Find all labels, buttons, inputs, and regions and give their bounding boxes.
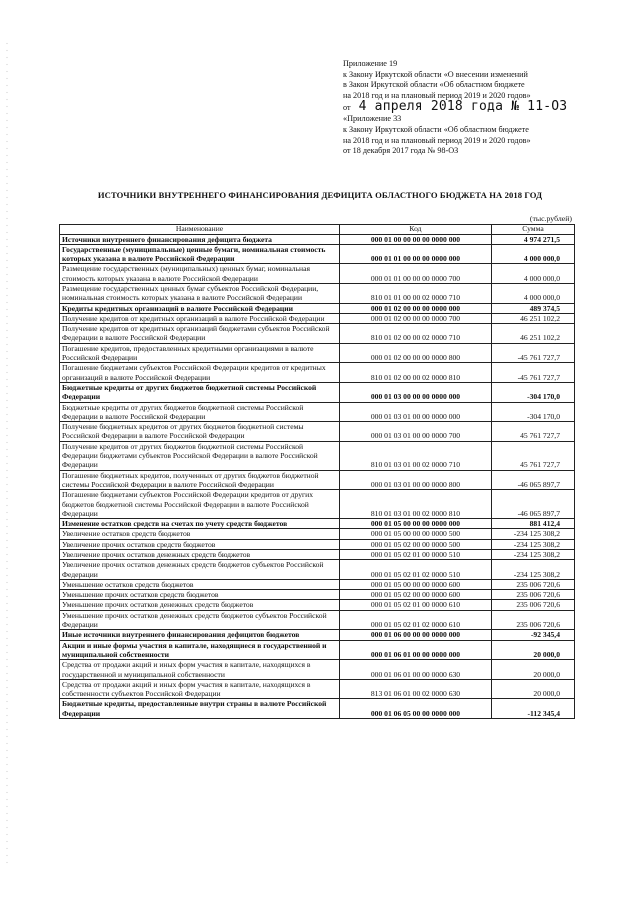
- scan-edge-dots: [6, 40, 8, 865]
- row-name-cell: Средства от продажи акций и иных форм участия в капитале, находящихся в собственности субъектов Российской Федерации: [60, 679, 340, 699]
- row-sum-cell: 4 974 271,5: [492, 234, 575, 244]
- header-line: от 18 декабря 2017 года № 98-ОЗ: [343, 146, 459, 156]
- row-name-cell: Погашение бюджетами субъектов Российской Федерации кредитов от кредитных организаций в валюте Российской Федерации: [60, 363, 340, 383]
- row-code-cell: 810 01 01 00 00 02 0000 710: [340, 283, 492, 303]
- table-row: [60, 422, 575, 442]
- table-row: [60, 441, 575, 470]
- row-sum-cell: 46 251 102,2: [492, 324, 575, 344]
- row-name-cell: Акции и иные формы участия в капитале, находящиеся в государственной и муниципальной собственности: [60, 640, 340, 660]
- row-sum-cell: -45 761 727,7: [492, 363, 575, 383]
- row-name-cell: Увеличение прочих остатков денежных средств бюджетов субъектов Российской Федерации: [60, 560, 340, 580]
- row-code-cell: 810 01 03 01 00 02 0000 710: [340, 441, 492, 470]
- table-row: [60, 640, 575, 660]
- column-header-sum: Сумма: [492, 225, 575, 235]
- row-name-cell: Размещение государственных ценных бумаг субъектов Российской Федерации, номинальная стоимость которых указана в валюте Российской Федерации: [60, 283, 340, 303]
- row-name-cell: Изменение остатков средств на счетах по учету средств бюджетов: [60, 519, 340, 529]
- row-code-cell: 000 01 05 02 00 00 0000 600: [340, 590, 492, 600]
- row-name-cell: Бюджетные кредиты, предоставленные внутри страны в валюте Российской Федерации: [60, 699, 340, 719]
- row-code-cell: 000 01 05 02 01 02 0000 510: [340, 560, 492, 580]
- row-name-cell: Погашение бюджетных кредитов, полученных от других бюджетов бюджетной системы Российской Федерации в валюте Российской Федерации: [60, 470, 340, 490]
- row-sum-cell: -304 170,0: [492, 402, 575, 422]
- row-sum-cell: 4 000 000,0: [492, 264, 575, 284]
- row-name-cell: Уменьшение прочих остатков средств бюджетов: [60, 590, 340, 600]
- header-line: в Закон Иркутской области «Об областном бюджете: [343, 80, 525, 90]
- row-name-cell: Размещение государственных (муниципальных) ценных бумаг, номинальная стоимость которых указана в валюте Российской Федерации: [60, 264, 340, 284]
- row-code-cell: 000 01 05 00 00 00 0000 000: [340, 519, 492, 529]
- header-line: на 2018 год и на плановый период 2019 и 2020 годов»: [343, 135, 531, 145]
- table-row: [60, 579, 575, 589]
- table-row: [60, 470, 575, 490]
- row-code-cell: 000 01 03 01 00 00 0000 700: [340, 422, 492, 442]
- row-name-cell: Получение кредитов от кредитных организаций в валюте Российской Федерации: [60, 313, 340, 323]
- header-line: на 2018 год и на плановый период 2019 и 2020 годов»: [343, 90, 531, 100]
- row-name-cell: Получение бюджетных кредитов от других бюджетов бюджетной системы Российской Федерации в валюте Российской Федерации: [60, 422, 340, 442]
- document-title: ИСТОЧНИКИ ВНУТРЕННЕГО ФИНАНСИРОВАНИЯ ДЕФИЦИТА ОБЛАСТНОГО БЮДЖЕТА НА 2018 ГОД: [97, 190, 543, 200]
- document-header: [343, 59, 603, 157]
- row-name-cell: Источники внутреннего финансирования дефицита бюджета: [60, 234, 340, 244]
- header-line: «Приложение 33: [343, 114, 402, 124]
- financing-sources-table: [59, 224, 575, 719]
- column-header-name: Наименование: [60, 225, 340, 235]
- row-code-cell: 810 01 02 00 00 02 0000 810: [340, 363, 492, 383]
- table-row: [60, 660, 575, 680]
- row-sum-cell: 489 374,5: [492, 303, 575, 313]
- row-sum-cell: 20 000,0: [492, 640, 575, 660]
- row-code-cell: 000 01 02 00 00 00 0000 000: [340, 303, 492, 313]
- row-name-cell: Получение кредитов от других бюджетов бюджетной системы Российской Федерации бюджетами субъектов Российской Федерации в валюте Российской Федерации: [60, 441, 340, 470]
- row-code-cell: 000 01 05 02 01 00 0000 610: [340, 600, 492, 610]
- table-row: [60, 363, 575, 383]
- row-sum-cell: 20 000,0: [492, 679, 575, 699]
- table-row: [60, 234, 575, 244]
- row-sum-cell: 235 006 720,6: [492, 579, 575, 589]
- row-code-cell: 000 01 06 01 00 00 0000 630: [340, 660, 492, 680]
- row-sum-cell: -234 125 308,2: [492, 529, 575, 539]
- table-row: [60, 539, 575, 549]
- row-code-cell: 000 01 05 02 01 02 0000 610: [340, 610, 492, 630]
- row-code-cell: 000 01 05 00 00 00 0000 500: [340, 529, 492, 539]
- table-row: [60, 303, 575, 313]
- row-code-cell: 810 01 02 00 00 02 0000 710: [340, 324, 492, 344]
- table-row: [60, 610, 575, 630]
- header-line: Приложение 19: [343, 59, 398, 68]
- header-line: к Закону Иркутской области «Об областном бюджете: [343, 124, 529, 134]
- row-name-cell: Кредиты кредитных организаций в валюте Российской Федерации: [60, 303, 340, 313]
- row-name-cell: Уменьшение прочих остатков денежных средств бюджетов: [60, 600, 340, 610]
- table-row: [60, 699, 575, 719]
- row-name-cell: Получение кредитов от кредитных организаций бюджетами субъектов Российской Федерации в валюте Российской Федерации: [60, 324, 340, 344]
- row-sum-cell: -46 065 897,7: [492, 470, 575, 490]
- row-code-cell: 000 01 00 00 00 00 0000 000: [340, 234, 492, 244]
- row-sum-cell: -46 065 897,7: [492, 490, 575, 519]
- table-row: [60, 590, 575, 600]
- table-row: [60, 600, 575, 610]
- header-line: к Закону Иркутской области «О внесении изменений: [343, 69, 528, 79]
- law-date-number: 4 апреля 2018 года № 11-ОЗ: [358, 99, 568, 115]
- row-code-cell: 000 01 05 00 00 00 0000 600: [340, 579, 492, 589]
- row-code-cell: 000 01 02 00 00 00 0000 800: [340, 343, 492, 363]
- row-sum-cell: 4 000 000,0: [492, 283, 575, 303]
- row-code-cell: 810 01 03 01 00 02 0000 810: [340, 490, 492, 519]
- row-code-cell: 000 01 03 01 00 00 0000 800: [340, 470, 492, 490]
- row-code-cell: 000 01 02 00 00 00 0000 700: [340, 313, 492, 323]
- row-sum-cell: 235 006 720,6: [492, 590, 575, 600]
- table-row: [60, 519, 575, 529]
- row-sum-cell: 235 006 720,6: [492, 600, 575, 610]
- row-name-cell: Увеличение прочих остатков средств бюджетов: [60, 539, 340, 549]
- table-row: [60, 550, 575, 560]
- row-sum-cell: -92 345,4: [492, 630, 575, 640]
- table-row: [60, 324, 575, 344]
- date-prefix: от: [343, 103, 351, 113]
- row-code-cell: 000 01 06 05 00 00 0000 000: [340, 699, 492, 719]
- table-row: [60, 382, 575, 402]
- row-name-cell: Иные источники внутреннего финансирования дефицитов бюджетов: [60, 630, 340, 640]
- row-sum-cell: 46 251 102,2: [492, 313, 575, 323]
- row-code-cell: 000 01 01 00 00 00 0000 000: [340, 244, 492, 264]
- row-sum-cell: -45 761 727,7: [492, 343, 575, 363]
- row-code-cell: 000 01 05 02 01 00 0000 510: [340, 550, 492, 560]
- row-name-cell: Бюджетные кредиты от других бюджетов бюджетной системы Российской Федерации: [60, 382, 340, 402]
- table-row: [60, 490, 575, 519]
- row-sum-cell: 20 000,0: [492, 660, 575, 680]
- row-sum-cell: -234 125 308,2: [492, 560, 575, 580]
- row-code-cell: 000 01 06 00 00 00 0000 000: [340, 630, 492, 640]
- row-name-cell: Бюджетные кредиты от других бюджетов бюджетной системы Российской Федерации в валюте Российской Федерации: [60, 402, 340, 422]
- row-name-cell: Средства от продажи акций и иных форм участия в капитале, находящихся в государственной и муниципальной собственности: [60, 660, 340, 680]
- column-header-code: Код: [340, 225, 492, 235]
- row-code-cell: 000 01 03 01 00 00 0000 000: [340, 402, 492, 422]
- row-code-cell: 813 01 06 01 00 02 0000 630: [340, 679, 492, 699]
- row-name-cell: Погашение кредитов, предоставленных кредитными организациями в валюте Российской Федерации: [60, 343, 340, 363]
- table-row: [60, 283, 575, 303]
- row-sum-cell: -304 170,0: [492, 382, 575, 402]
- row-sum-cell: -234 125 308,2: [492, 550, 575, 560]
- units-label: (тыс.рублей): [529, 214, 572, 223]
- row-sum-cell: 235 006 720,6: [492, 610, 575, 630]
- row-sum-cell: -112 345,4: [492, 699, 575, 719]
- row-code-cell: 000 01 05 02 00 00 0000 500: [340, 539, 492, 549]
- table-row: [60, 313, 575, 323]
- row-name-cell: Уменьшение прочих остатков денежных средств бюджетов субъектов Российской Федерации: [60, 610, 340, 630]
- row-name-cell: Увеличение остатков средств бюджетов: [60, 529, 340, 539]
- table-row: [60, 244, 575, 264]
- row-name-cell: Уменьшение остатков средств бюджетов: [60, 579, 340, 589]
- table-row: [60, 679, 575, 699]
- table-row: [60, 560, 575, 580]
- table-row: [60, 529, 575, 539]
- row-code-cell: 000 01 03 00 00 00 0000 000: [340, 382, 492, 402]
- row-code-cell: 000 01 01 00 00 00 0000 700: [340, 264, 492, 284]
- row-code-cell: 000 01 06 01 00 00 0000 000: [340, 640, 492, 660]
- row-name-cell: Государственные (муниципальные) ценные бумаги, номинальная стоимость которых указана в валюте Российской Федерации: [60, 244, 340, 264]
- row-name-cell: Погашение бюджетами субъектов Российской Федерации кредитов от других бюджетов бюджетной системы Российской Федерации в валюте Российской Федерации: [60, 490, 340, 519]
- table-row: [60, 343, 575, 363]
- row-sum-cell: 881 412,4: [492, 519, 575, 529]
- row-sum-cell: 4 000 000,0: [492, 244, 575, 264]
- table-row: [60, 402, 575, 422]
- row-sum-cell: 45 761 727,7: [492, 441, 575, 470]
- law-date-line: [343, 100, 603, 115]
- table-row: [60, 630, 575, 640]
- table-body: [60, 234, 575, 719]
- row-sum-cell: -234 125 308,2: [492, 539, 575, 549]
- table-header-row: [60, 225, 575, 235]
- table-row: [60, 264, 575, 284]
- row-sum-cell: 45 761 727,7: [492, 422, 575, 442]
- row-name-cell: Увеличение прочих остатков денежных средств бюджетов: [60, 550, 340, 560]
